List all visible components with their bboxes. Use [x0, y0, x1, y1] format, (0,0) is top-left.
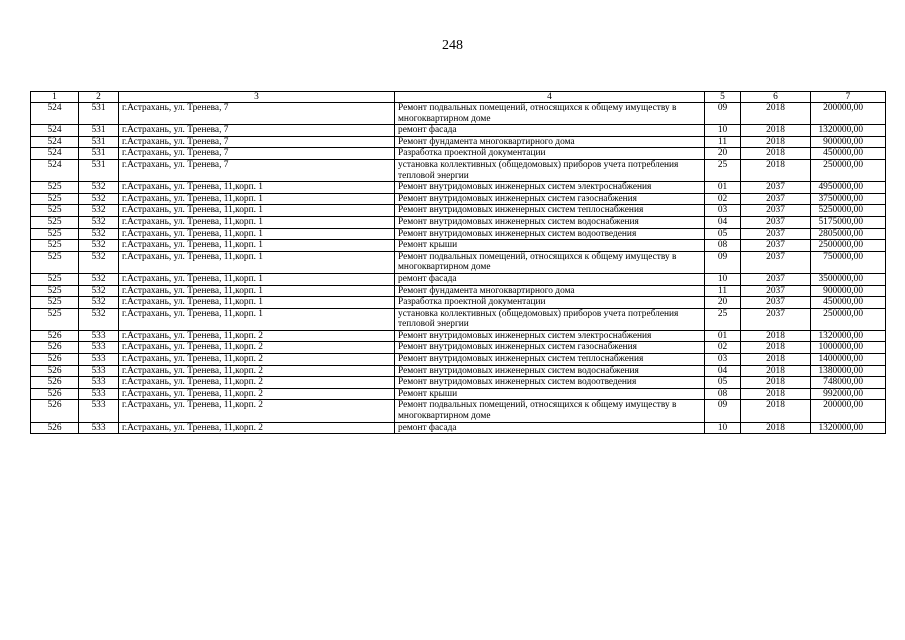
- work-code-cell: 08: [705, 388, 741, 400]
- table-row: [31, 297, 886, 309]
- address-cell: г.Астрахань, ул. Тренева, 11,корп. 1: [119, 285, 395, 297]
- cost-cell: 450000,00: [811, 297, 886, 309]
- year-cell: 2018: [741, 354, 811, 366]
- table-row: [31, 330, 886, 342]
- row-number-cell: 526: [31, 330, 79, 342]
- house-number-cell: 533: [79, 422, 119, 434]
- row-number-cell: 526: [31, 388, 79, 400]
- table-row: [31, 365, 886, 377]
- work-type-cell: Ремонт крыши: [395, 240, 705, 252]
- work-type-cell: установка коллективных (общедомовых) приборов учета потребления тепловой энергии: [395, 308, 705, 330]
- work-code-cell: 10: [705, 422, 741, 434]
- row-number-cell: 525: [31, 216, 79, 228]
- table-row: [31, 136, 886, 148]
- work-type-cell: ремонт фасада: [395, 422, 705, 434]
- year-cell: 2037: [741, 285, 811, 297]
- table-body: [31, 103, 886, 434]
- table-row: [31, 240, 886, 252]
- column-header: 7: [811, 92, 886, 103]
- work-type-cell: Ремонт внутридомовых инженерных систем теплоснабжения: [395, 205, 705, 217]
- address-cell: г.Астрахань, ул. Тренева, 11,корп. 2: [119, 354, 395, 366]
- work-code-cell: 05: [705, 377, 741, 389]
- address-cell: г.Астрахань, ул. Тренева, 11,корп. 1: [119, 273, 395, 285]
- year-cell: 2018: [741, 103, 811, 125]
- work-type-cell: Ремонт внутридомовых инженерных систем электроснабжения: [395, 182, 705, 194]
- year-cell: 2018: [741, 159, 811, 181]
- work-type-cell: ремонт фасада: [395, 125, 705, 137]
- column-header: 1: [31, 92, 79, 103]
- row-number-cell: 525: [31, 193, 79, 205]
- cost-cell: 5175000,00: [811, 216, 886, 228]
- table-row: [31, 228, 886, 240]
- work-type-cell: установка коллективных (общедомовых) приборов учета потребления тепловой энергии: [395, 159, 705, 181]
- cost-cell: 900000,00: [811, 285, 886, 297]
- work-type-cell: Ремонт внутридомовых инженерных систем водоснабжения: [395, 365, 705, 377]
- row-number-cell: 525: [31, 182, 79, 194]
- house-number-cell: 533: [79, 365, 119, 377]
- table-row: [31, 342, 886, 354]
- address-cell: г.Астрахань, ул. Тренева, 11,корп. 2: [119, 330, 395, 342]
- work-type-cell: Ремонт внутридомовых инженерных систем водоснабжения: [395, 216, 705, 228]
- table-row: [31, 182, 886, 194]
- cost-cell: 750000,00: [811, 251, 886, 273]
- house-number-cell: 533: [79, 388, 119, 400]
- row-number-cell: 526: [31, 377, 79, 389]
- table-row: [31, 388, 886, 400]
- work-type-cell: ремонт фасада: [395, 273, 705, 285]
- house-number-cell: 532: [79, 273, 119, 285]
- column-header: 5: [705, 92, 741, 103]
- house-number-cell: 533: [79, 330, 119, 342]
- table-row: [31, 354, 886, 366]
- table-row: [31, 193, 886, 205]
- year-cell: 2018: [741, 136, 811, 148]
- address-cell: г.Астрахань, ул. Тренева, 11,корп. 2: [119, 342, 395, 354]
- house-number-cell: 532: [79, 308, 119, 330]
- row-number-cell: 525: [31, 205, 79, 217]
- house-number-cell: 531: [79, 148, 119, 160]
- table-row: [31, 285, 886, 297]
- work-code-cell: 09: [705, 400, 741, 422]
- house-number-cell: 533: [79, 377, 119, 389]
- house-number-cell: 532: [79, 228, 119, 240]
- work-type-cell: Ремонт подвальных помещений, относящихся к общему имуществу в многоквартирном доме: [395, 400, 705, 422]
- work-code-cell: 04: [705, 365, 741, 377]
- row-number-cell: 524: [31, 159, 79, 181]
- address-cell: г.Астрахань, ул. Тренева, 11,корп. 1: [119, 308, 395, 330]
- cost-cell: 1380000,00: [811, 365, 886, 377]
- address-cell: г.Астрахань, ул. Тренева, 11,корп. 1: [119, 240, 395, 252]
- cost-cell: 900000,00: [811, 136, 886, 148]
- work-code-cell: 05: [705, 228, 741, 240]
- row-number-cell: 524: [31, 136, 79, 148]
- cost-cell: 1320000,00: [811, 125, 886, 137]
- work-code-cell: 25: [705, 308, 741, 330]
- cost-cell: 250000,00: [811, 159, 886, 181]
- table-row: [31, 103, 886, 125]
- work-code-cell: 02: [705, 193, 741, 205]
- row-number-cell: 524: [31, 148, 79, 160]
- house-number-cell: 533: [79, 342, 119, 354]
- year-cell: 2018: [741, 422, 811, 434]
- works-table: [30, 91, 886, 434]
- row-number-cell: 525: [31, 251, 79, 273]
- address-cell: г.Астрахань, ул. Тренева, 7: [119, 103, 395, 125]
- address-cell: г.Астрахань, ул. Тренева, 11,корп. 1: [119, 182, 395, 194]
- cost-cell: 2805000,00: [811, 228, 886, 240]
- work-code-cell: 01: [705, 182, 741, 194]
- address-cell: г.Астрахань, ул. Тренева, 11,корп. 1: [119, 297, 395, 309]
- work-type-cell: Ремонт внутридомовых инженерных систем теплоснабжения: [395, 354, 705, 366]
- cost-cell: 1400000,00: [811, 354, 886, 366]
- work-type-cell: Ремонт внутридомовых инженерных систем газоснабжения: [395, 193, 705, 205]
- cost-cell: 250000,00: [811, 308, 886, 330]
- address-cell: г.Астрахань, ул. Тренева, 11,корп. 1: [119, 251, 395, 273]
- cost-cell: 1320000,00: [811, 422, 886, 434]
- work-type-cell: Разработка проектной документации: [395, 148, 705, 160]
- work-code-cell: 11: [705, 285, 741, 297]
- work-code-cell: 04: [705, 216, 741, 228]
- row-number-cell: 525: [31, 297, 79, 309]
- work-type-cell: Ремонт внутридомовых инженерных систем водоотведения: [395, 228, 705, 240]
- year-cell: 2037: [741, 240, 811, 252]
- row-number-cell: 526: [31, 342, 79, 354]
- cost-cell: 200000,00: [811, 103, 886, 125]
- table-row: [31, 377, 886, 389]
- work-code-cell: 10: [705, 273, 741, 285]
- work-code-cell: 08: [705, 240, 741, 252]
- house-number-cell: 531: [79, 125, 119, 137]
- year-cell: 2018: [741, 377, 811, 389]
- year-cell: 2018: [741, 400, 811, 422]
- work-type-cell: Ремонт внутридомовых инженерных систем водоотведения: [395, 377, 705, 389]
- row-number-cell: 526: [31, 354, 79, 366]
- work-code-cell: 10: [705, 125, 741, 137]
- year-cell: 2037: [741, 251, 811, 273]
- cost-cell: 450000,00: [811, 148, 886, 160]
- work-type-cell: Разработка проектной документации: [395, 297, 705, 309]
- table-row: [31, 159, 886, 181]
- address-cell: г.Астрахань, ул. Тренева, 11,корп. 2: [119, 422, 395, 434]
- work-type-cell: Ремонт фундамента многоквартирного дома: [395, 285, 705, 297]
- year-cell: 2037: [741, 205, 811, 217]
- work-code-cell: 02: [705, 342, 741, 354]
- year-cell: 2037: [741, 193, 811, 205]
- table-row: [31, 400, 886, 422]
- address-cell: г.Астрахань, ул. Тренева, 7: [119, 148, 395, 160]
- row-number-cell: 524: [31, 103, 79, 125]
- cost-cell: 3750000,00: [811, 193, 886, 205]
- work-code-cell: 09: [705, 251, 741, 273]
- table-row: [31, 251, 886, 273]
- cost-cell: 3500000,00: [811, 273, 886, 285]
- table-row: [31, 148, 886, 160]
- address-cell: г.Астрахань, ул. Тренева, 11,корп. 2: [119, 377, 395, 389]
- cost-cell: 1000000,00: [811, 342, 886, 354]
- cost-cell: 1320000,00: [811, 330, 886, 342]
- year-cell: 2018: [741, 388, 811, 400]
- house-number-cell: 531: [79, 159, 119, 181]
- row-number-cell: 525: [31, 228, 79, 240]
- work-code-cell: 25: [705, 159, 741, 181]
- year-cell: 2018: [741, 330, 811, 342]
- house-number-cell: 531: [79, 103, 119, 125]
- house-number-cell: 532: [79, 285, 119, 297]
- work-type-cell: Ремонт подвальных помещений, относящихся к общему имуществу в многоквартирном доме: [395, 103, 705, 125]
- house-number-cell: 531: [79, 136, 119, 148]
- year-cell: 2037: [741, 297, 811, 309]
- year-cell: 2037: [741, 182, 811, 194]
- year-cell: 2037: [741, 273, 811, 285]
- row-number-cell: 524: [31, 125, 79, 137]
- page-number: 248: [442, 38, 463, 53]
- year-cell: 2037: [741, 308, 811, 330]
- year-cell: 2018: [741, 125, 811, 137]
- table-header-row: [31, 92, 886, 103]
- column-header: 3: [119, 92, 395, 103]
- row-number-cell: 526: [31, 422, 79, 434]
- house-number-cell: 532: [79, 216, 119, 228]
- address-cell: г.Астрахань, ул. Тренева, 11,корп. 1: [119, 205, 395, 217]
- address-cell: г.Астрахань, ул. Тренева, 11,корп. 1: [119, 228, 395, 240]
- table-row: [31, 308, 886, 330]
- year-cell: 2018: [741, 148, 811, 160]
- column-header: 4: [395, 92, 705, 103]
- year-cell: 2037: [741, 228, 811, 240]
- work-type-cell: Ремонт фундамента многоквартирного дома: [395, 136, 705, 148]
- house-number-cell: 532: [79, 182, 119, 194]
- row-number-cell: 526: [31, 400, 79, 422]
- row-number-cell: 525: [31, 285, 79, 297]
- year-cell: 2018: [741, 365, 811, 377]
- house-number-cell: 533: [79, 400, 119, 422]
- row-number-cell: 526: [31, 365, 79, 377]
- house-number-cell: 532: [79, 297, 119, 309]
- address-cell: г.Астрахань, ул. Тренева, 11,корп. 1: [119, 193, 395, 205]
- work-code-cell: 03: [705, 354, 741, 366]
- work-code-cell: 01: [705, 330, 741, 342]
- row-number-cell: 525: [31, 308, 79, 330]
- row-number-cell: 525: [31, 240, 79, 252]
- table-row: [31, 422, 886, 434]
- address-cell: г.Астрахань, ул. Тренева, 7: [119, 159, 395, 181]
- year-cell: 2018: [741, 342, 811, 354]
- house-number-cell: 532: [79, 205, 119, 217]
- column-header: 2: [79, 92, 119, 103]
- address-cell: г.Астрахань, ул. Тренева, 11,корп. 2: [119, 365, 395, 377]
- house-number-cell: 532: [79, 251, 119, 273]
- cost-cell: 2500000,00: [811, 240, 886, 252]
- table-row: [31, 273, 886, 285]
- table-row: [31, 205, 886, 217]
- cost-cell: 200000,00: [811, 400, 886, 422]
- work-code-cell: 09: [705, 103, 741, 125]
- work-type-cell: Ремонт внутридомовых инженерных систем газоснабжения: [395, 342, 705, 354]
- work-code-cell: 20: [705, 148, 741, 160]
- year-cell: 2037: [741, 216, 811, 228]
- work-type-cell: Ремонт подвальных помещений, относящихся к общему имуществу в многоквартирном доме: [395, 251, 705, 273]
- address-cell: г.Астрахань, ул. Тренева, 7: [119, 136, 395, 148]
- cost-cell: 4950000,00: [811, 182, 886, 194]
- house-number-cell: 533: [79, 354, 119, 366]
- cost-cell: 5250000,00: [811, 205, 886, 217]
- address-cell: г.Астрахань, ул. Тренева, 11,корп. 1: [119, 216, 395, 228]
- work-type-cell: Ремонт крыши: [395, 388, 705, 400]
- column-header: 6: [741, 92, 811, 103]
- house-number-cell: 532: [79, 240, 119, 252]
- house-number-cell: 532: [79, 193, 119, 205]
- table-row: [31, 216, 886, 228]
- work-code-cell: 20: [705, 297, 741, 309]
- table-row: [31, 125, 886, 137]
- work-code-cell: 11: [705, 136, 741, 148]
- work-code-cell: 03: [705, 205, 741, 217]
- address-cell: г.Астрахань, ул. Тренева, 11,корп. 2: [119, 388, 395, 400]
- address-cell: г.Астрахань, ул. Тренева, 7: [119, 125, 395, 137]
- work-type-cell: Ремонт внутридомовых инженерных систем электроснабжения: [395, 330, 705, 342]
- cost-cell: 992000,00: [811, 388, 886, 400]
- row-number-cell: 525: [31, 273, 79, 285]
- address-cell: г.Астрахань, ул. Тренева, 11,корп. 2: [119, 400, 395, 422]
- cost-cell: 748000,00: [811, 377, 886, 389]
